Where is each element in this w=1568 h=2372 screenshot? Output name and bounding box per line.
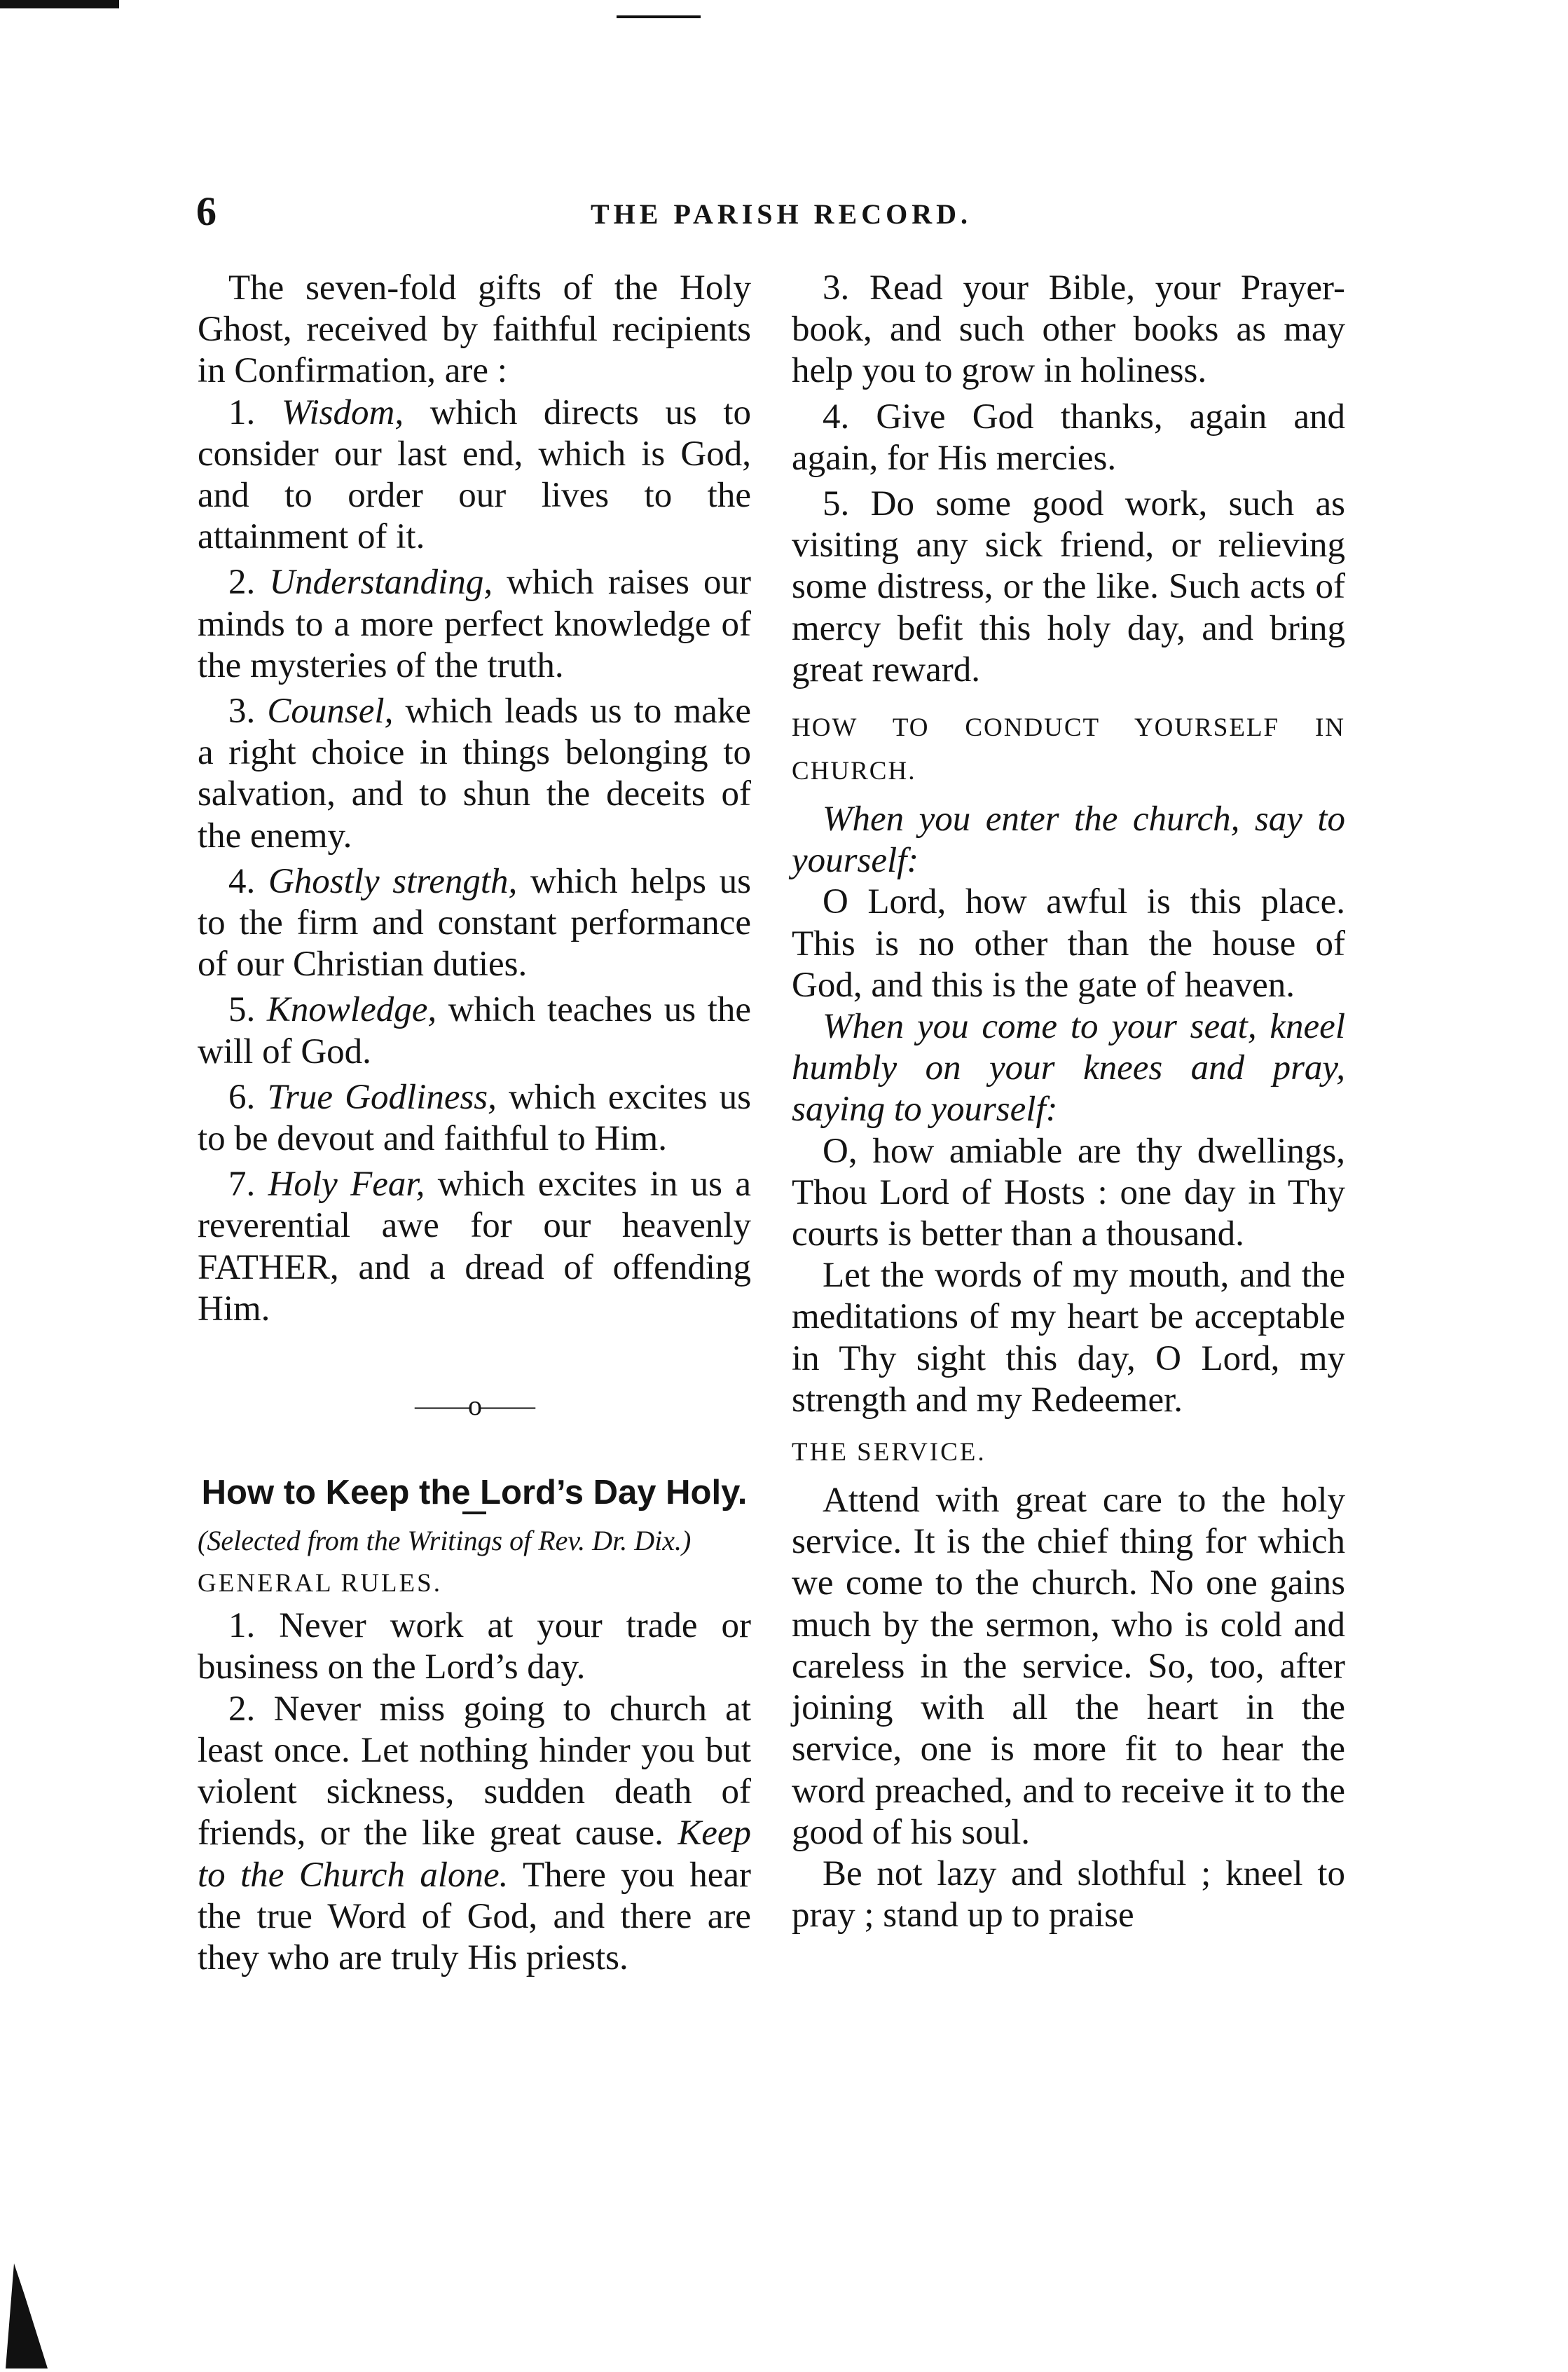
gift-name: Holy Fear, bbox=[268, 1165, 425, 1205]
rule-4: 4. Give God thanks, again and again, for His mercies. bbox=[792, 397, 1345, 478]
seat-prayer: Let the words of my mouth, and the meditations of my heart be acceptable in Thy sight this day, O Lord, my strength and my Redeemer. bbox=[792, 1256, 1345, 1420]
gift-name: True Godliness, bbox=[267, 1077, 497, 1117]
rule-1: 1. Never work at your trade or business on the Lord’s day. bbox=[198, 1606, 751, 1687]
scan-artifact-top bbox=[0, 0, 119, 8]
rule-5: 5. Do some good work, such as visiting any sick friend, or relieving some distress, or the like. Such acts of mercy befit this holy day, and bring great reward. bbox=[792, 484, 1345, 690]
gift-text: which excites in us a reverential awe for our heavenly FATHER, and a dread of offending Him. bbox=[198, 1165, 752, 1329]
gift-item bbox=[198, 1077, 751, 1160]
gifts-intro: The seven-fold gifts of the Holy Ghost, received by faithful recipients in Confirmation, are : bbox=[198, 268, 751, 391]
gift-number: 5. bbox=[228, 990, 256, 1030]
scan-artifact-corner bbox=[6, 2263, 48, 2368]
gift-text: which raises our minds to a more perfect knowledge of the mysteries of the truth. bbox=[198, 563, 751, 685]
rule-2-text-end: There you hear the true Word of God, and there are they who are truly His priests. bbox=[198, 1855, 751, 1977]
gift-item bbox=[198, 989, 751, 1072]
rule-3: 3. Read your Bible, your Prayer-book, and such other books as may help you to grow in holiness. bbox=[792, 268, 1345, 391]
service-heading: THE SERVICE. bbox=[792, 1438, 986, 1467]
gift-name: Understanding, bbox=[269, 563, 493, 603]
page-number: 6 bbox=[196, 188, 216, 234]
gift-name: Counsel, bbox=[267, 692, 394, 732]
enter-prayer: O Lord, how awful is this place. This is no other than the house of God, and this is the gate of heaven. bbox=[792, 882, 1345, 1005]
general-rules-heading: GENERAL RULES. bbox=[198, 1569, 442, 1598]
gift-number: 1. bbox=[228, 392, 256, 432]
gift-number: 7. bbox=[228, 1165, 256, 1205]
enter-instruction bbox=[792, 799, 1345, 882]
page-header bbox=[196, 188, 1366, 244]
seat-instruction-text: When you come to your seat, kneel humbly on your knees and pray, saying to yourself: bbox=[792, 1007, 1345, 1130]
gift-item bbox=[198, 392, 751, 558]
rule-2 bbox=[198, 1689, 751, 1979]
enter-instruction-text: When you enter the church, say to yourself: bbox=[792, 800, 1345, 881]
gift-number: 6. bbox=[228, 1077, 256, 1117]
gift-text: which teaches us the will of God. bbox=[198, 990, 752, 1071]
gift-number: 3. bbox=[228, 692, 256, 732]
section-divider: ——o—— bbox=[415, 1390, 534, 1422]
gift-item bbox=[198, 861, 751, 986]
left-column bbox=[198, 268, 751, 1979]
gift-item bbox=[198, 1164, 751, 1330]
gift-item bbox=[198, 691, 751, 857]
gift-text: which excites us to be devout and faithful to Him. bbox=[198, 1077, 752, 1159]
seat-prayer: O, how amiable are thy dwellings, Thou Lord of Hosts : one day in Thy courts is better than a thousand. bbox=[792, 1131, 1345, 1254]
section-source: (Selected from the Writings of Rev. Dr. Dix.) bbox=[198, 1525, 692, 1557]
gift-text: which helps us to the firm and constant performance of our Christian duties. bbox=[198, 861, 752, 985]
rule-2-text: 2. Never miss going to church at least once. Let nothing hinder you but violent sickness, sudden death of friends, or the like great cause. bbox=[198, 1689, 751, 1853]
gift-number: 2. bbox=[228, 563, 256, 603]
gift-name: Knowledge, bbox=[266, 990, 437, 1030]
title-underline bbox=[462, 1511, 486, 1514]
seat-instruction bbox=[792, 1006, 1345, 1131]
service-paragraph: Attend with great care to the holy service. It is the chief thing for which we come to the church. No one gains much by the sermon, who is cold and careless in the service. So, too, after joining with all the heart in the service, one is more fit to hear the word preached, and to receive it to the good of his soul. bbox=[792, 1481, 1345, 1852]
gift-name: Ghostly strength, bbox=[268, 861, 518, 901]
running-title: THE PARISH RECORD. bbox=[591, 198, 972, 230]
rule-2-emphasis: Keep to the Church alone. bbox=[198, 1814, 751, 1895]
conduct-heading: HOW TO CONDUCT YOURSELF IN CHURCH. bbox=[792, 713, 1345, 786]
gift-name: Wisdom, bbox=[281, 392, 404, 432]
gift-item bbox=[198, 562, 751, 687]
gift-number: 4. bbox=[228, 861, 256, 901]
gift-text: which leads us to make a right choice in things belonging to salvation, and to shun the deceits of the enemy. bbox=[198, 692, 751, 856]
section-title: How to Keep the Lord’s Day Holy. bbox=[201, 1474, 748, 1512]
scan-artifact-top-dash bbox=[617, 15, 701, 18]
service-paragraph: Be not lazy and slothful ; kneel to pray ; stand up to praise bbox=[792, 1853, 1345, 1935]
right-column bbox=[792, 268, 1345, 1936]
gift-text: which directs us to consider our last end, which is God, and to order our lives to the attainment of it. bbox=[198, 392, 751, 557]
